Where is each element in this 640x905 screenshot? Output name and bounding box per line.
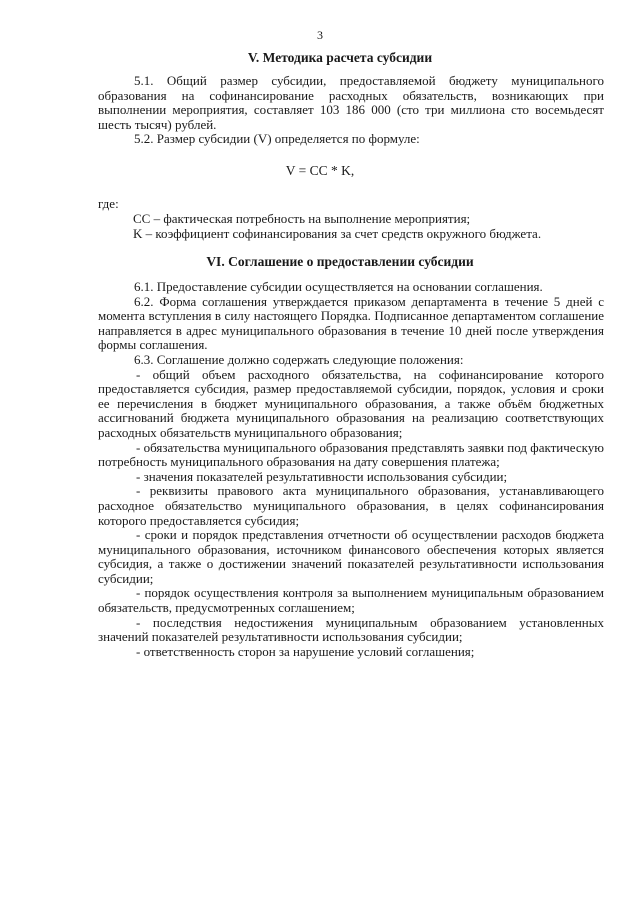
list-item: - общий объем расходного обязательства, на софинансирование которого предоставляется субсидия, размер предоставляемой субсидии, порядок, условия и сроки ее перечисления в бюджет муниципального образования, а также объём бюджетных ассигнований бюджета муниципального образования на реализацию соответствующих расходных обязательств муниципального образования;: [98, 366, 604, 440]
definition-k: K – коэффициент софинансирования за счет средств окружного бюджета.: [133, 226, 542, 241]
section-5-heading: V. Методика расчета субсидии: [247, 50, 433, 65]
section-6-body: [98, 280, 604, 659]
list-item: - последствия недостижения муниципальным образованием установленных значений показателей результативности использования субсидии;: [98, 614, 604, 645]
definition-cc: CC – фактическая потребность на выполнение мероприятия;: [133, 211, 471, 226]
paragraph-6-2: 6.2. Форма соглашения утверждается приказом департамента в течение 5 дней с момента вступления в силу настоящего Порядка. Подписанное департаментом соглашение направляется в адрес муниципального образования в течение 10 дней после утверждения формы соглашения.: [98, 293, 604, 353]
paragraph-5-2: 5.2. Размер субсидии (V) определяется по формуле:: [134, 131, 420, 147]
subsidy-formula: V = CC * K,: [285, 163, 355, 178]
list-item: - сроки и порядок представления отчетности об осуществлении расходов бюджета муниципального образования, источником финансового обеспечения которых является субсидия, а также о достижении значений показателей результативности использования субсидии;: [98, 527, 604, 586]
section-6-heading: VI. Соглашение о предоставлении субсидии: [206, 254, 474, 269]
page-number: 3: [317, 28, 323, 42]
list-item: - реквизиты правового акта муниципального образования, устанавливающего расходное обязательство муниципального образования, в целях софинансирования которого предоставляется субсидия;: [98, 483, 604, 528]
paragraph-5-1: 5.1. Общий размер субсидии, предоставляемой бюджету муниципального образования на софинансирование расходных обязательств, возникающих при выполнении мероприятия, составляет 103 186 000 (сто три миллиона сто восемьдесят шесть тысяч) рублей.: [98, 73, 604, 132]
list-item: - значения показателей результативности использования субсидии;: [136, 468, 508, 484]
list-item: - обязательства муниципального образования представлять заявки под фактическую потребность муниципального образования на дату совершения платежа;: [98, 439, 604, 470]
paragraph-6-3: 6.3. Соглашение должно содержать следующие положения:: [134, 351, 464, 367]
where-label: где:: [98, 196, 119, 211]
section-5-body: [98, 74, 604, 147]
list-item: - ответственность сторон за нарушение условий соглашения;: [136, 643, 475, 659]
list-item: - порядок осуществления контроля за выполнением муниципальным образованием обязательств, предусмотренных соглашением;: [98, 585, 604, 616]
paragraph-6-1: 6.1. Предоставление субсидии осуществляется на основании соглашения.: [134, 279, 543, 294]
